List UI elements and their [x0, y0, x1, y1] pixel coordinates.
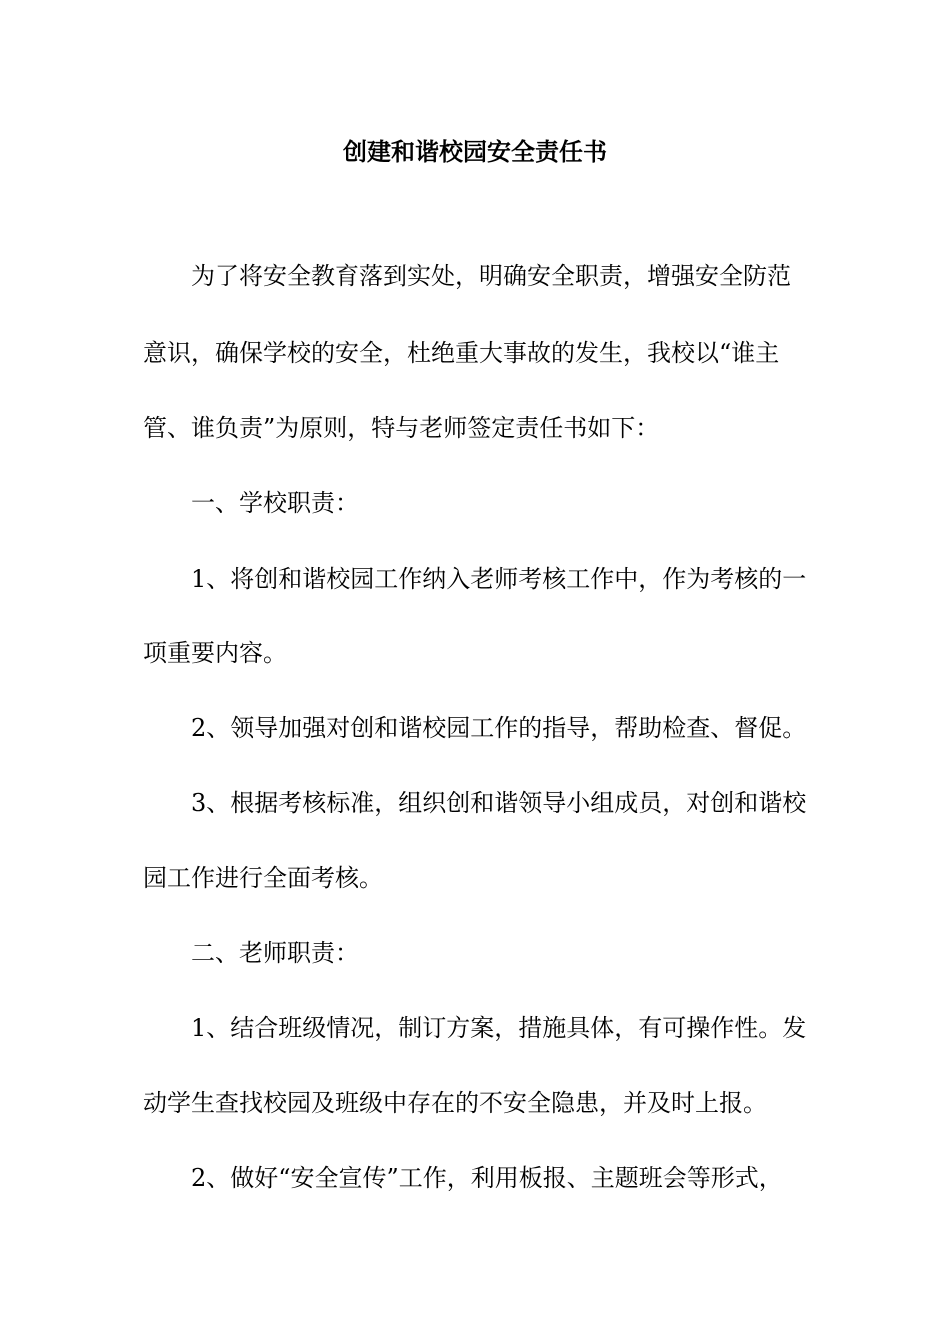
document-title: 创建和谐校园安全责任书 [343, 137, 607, 166]
paragraph-line: 为了将安全教育落到实处，明确安全职责，增强安全防范 [191, 262, 791, 290]
paragraph-line: 项重要内容。 [143, 639, 287, 667]
section-heading: 二、老师职责： [191, 939, 359, 967]
paragraph-line: 3、根据考核标准，组织创和谐领导小组成员，对创和谐校 [191, 789, 807, 817]
paragraph-line: 2、做好“安全宣传”工作，利用板报、主题班会等形式， [191, 1164, 783, 1192]
paragraph-line: 动学生查找校园及班级中存在的不安全隐患，并及时上报。 [143, 1089, 767, 1117]
paragraph-line: 1、结合班级情况，制订方案，措施具体，有可操作性。发 [191, 1014, 807, 1042]
paragraph-line: 园工作进行全面考核。 [143, 864, 383, 892]
section-heading: 一、学校职责： [191, 489, 359, 517]
paragraph-line: 1、将创和谐校园工作纳入老师考核工作中，作为考核的一 [191, 565, 807, 593]
paragraph-line: 管、谁负责”为原则，特与老师签定责任书如下： [143, 414, 660, 442]
paragraph-line: 2、领导加强对创和谐校园工作的指导，帮助检查、督促。 [191, 714, 807, 742]
paragraph-line: 意识，确保学校的安全，杜绝重大事故的发生，我校以“谁主 [143, 339, 780, 367]
